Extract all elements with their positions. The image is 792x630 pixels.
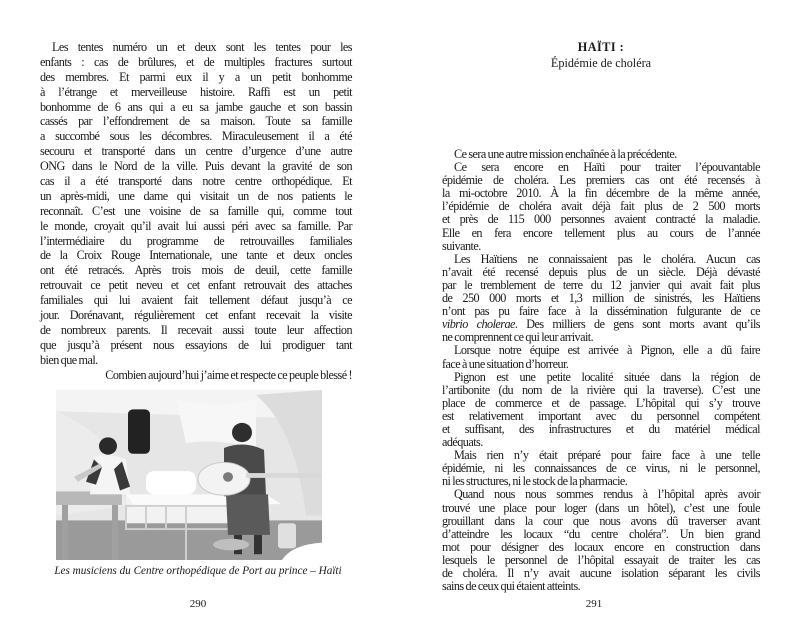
text-line: place de commerce et de passage. L’hôpital qui s’y trouve [442,395,760,410]
text-line: l’intermédiaire du programme de retrouvailles familiales [40,233,352,248]
right-page [396,0,792,630]
photo-caption: Les musiciens du Centre orthopédique de Port au prince – Haïti [54,565,342,577]
text-line: est relativement important avec du personnel compétent [442,408,760,423]
text-line: le monde, croyait qu’il avait lui aussi péri avec sa famille. Par [40,218,352,233]
text-line: Lorsque notre équipe est arrivée à Pignon, elle a dû faire [454,343,760,358]
text-line: Les tentes numéro un et deux sont les tentes pour les [52,40,352,54]
text-line: mot pour désigner des locaux encore en construction dans [442,539,760,554]
right-page-body [442,148,760,593]
text-line: lesquels le personnel de l’hôpital essayait de traiter les cas [442,552,760,567]
text-line: ni les structures, ni le stock de la pharmacie. [442,474,628,489]
text-line: trouvé une place pour loger (dans un hôtel), c’est une foule [442,500,760,515]
text-line: reconnaît. C’est une voisine de sa famille qui, comme tout [40,203,352,218]
text-line: Pignon est une petite localité située dans la région de [454,369,760,384]
text-line: retrouvait ce petit neveu et cet enfant retrouvait des attaches [40,278,352,293]
text-line: face à une situation d’horreur. [442,356,569,371]
text-line: Combien aujourd’hui j’aime et respecte ce peuple blessé ! [105,367,352,382]
text-line: Quand nous nous sommes rendus à l’hôpital après avoir [454,487,760,502]
text-line: suivante. [442,238,481,253]
text-line: familiales qui lui avaient fait tellement défaut jusqu’à ce [40,293,352,308]
left-page-body [40,40,352,382]
page-number-right: 291 [585,598,603,610]
text-line: ONG dans le Nord de la ville. Puis devant la gravité de son [40,159,352,174]
text-line: Ce sera encore en Haïti pour traiter l’épouvantable [454,160,760,175]
text-line: bien que mal. [40,352,98,367]
text-line: un après-midi, une dame qui visitait un de nos patients le [40,188,352,203]
text-line: cassés par l’effondrement de sa maison. Toute sa famille [40,114,352,129]
text-line: des membres. Et parmi eux il y a un petit bonhomme [40,69,352,84]
text-line: épidémie de choléra. Les premiers cas ont été recensés à [442,173,760,188]
text-line: Les Haïtiens ne connaissaient pas le choléra. Aucun cas [454,251,760,266]
text-line: de 250 000 morts et 1,3 million de sinistrés, les Haïtiens [442,291,760,306]
text-line: épidémie, ni les connaissances de ce virus, ni le personnel, [442,461,760,476]
text-line: de nombreux parents. Il recevait aussi toute leur affection [40,322,352,337]
page-number-left: 290 [189,598,207,610]
text-line: et près de 115 000 personnes avaient contracté la maladie. [442,212,760,227]
text-line: secouru et transporté dans un centre d’urgence d’une autre [40,144,352,159]
italic-term: vibrio cholerae [442,317,515,332]
text-line: à l’étrange et merveilleuse histoire. Raffi est un petit [40,84,352,99]
text-line: ont été retracés. Après trois mois de deuil, cette famille [40,263,352,278]
chapter-title: HAÏTI : [577,40,625,54]
text-line: ne comprennent ce qui leur arrivait. [442,330,594,345]
text-line: enfants : cas de brûlures, et de multiples fractures surtout [40,54,352,69]
text-line: par le tremblement de terre du 12 janvier qui avait fait plus [442,277,760,292]
text-line: cas il a été transporté dans notre centre orthopédique. Et [40,174,352,189]
text-line: sains de ceux qui étaient atteints. [442,579,581,594]
musicians-photo [56,390,322,560]
text-line: que jusqu’à présent nous essayions de lui prodiguer tant [40,337,352,352]
text-line: l’artibonite (du nom de la rivière qui la traverse). C’est une [442,382,760,397]
text-line: n’avait été recensé depuis plus de un siècle. Déjà dévasté [442,264,760,279]
chapter-subtitle: Épidémie de choléra [550,56,652,70]
text-line: d’atteindre les locaux “du centre choléra”. Un bien grand [442,526,760,541]
text-line: n’ont pas pu faire face à la dissémination fulgurante de ce [442,304,760,319]
text-line: Ce sera une autre mission enchaînée à la précédente. [454,147,677,161]
text-line: et suffisant, des infrastructures et du matériel médical [442,421,760,436]
text-line: grouillant dans la cour que nous avons dû traverser avant [442,513,760,528]
text-line: de choléra. Il n’y avait aucune isolation séparant les civils [442,566,760,580]
text-line: Mais rien n’y était préparé pour faire face à une telle [454,448,760,463]
text-line: bonhomme de 6 ans qui a eu sa jambe gauche et son bassin [40,99,352,114]
text-line: jour. Dorénavant, régulièrement cet enfant recevait la visite [40,308,352,323]
text-line: la mi-octobre 2010. À la fin décembre de la même année, [442,186,760,201]
text-line: de la Croix Rouge Internationale, une tante et deux oncles [40,248,352,263]
text-line: a succombé sous les décombres. Miraculeusement il a été [40,129,352,144]
text-line: adéquats. [442,435,483,450]
text-line: Elle en fera encore tellement plus au cours de l’année [442,225,760,240]
text-line-rest: . Des milliers de gens sont morts avant qu’ils [514,317,760,332]
text-line: l’épidémie de choléra avait déjà fait plus de 2 500 morts [442,199,760,214]
photo-illustration [56,390,322,560]
